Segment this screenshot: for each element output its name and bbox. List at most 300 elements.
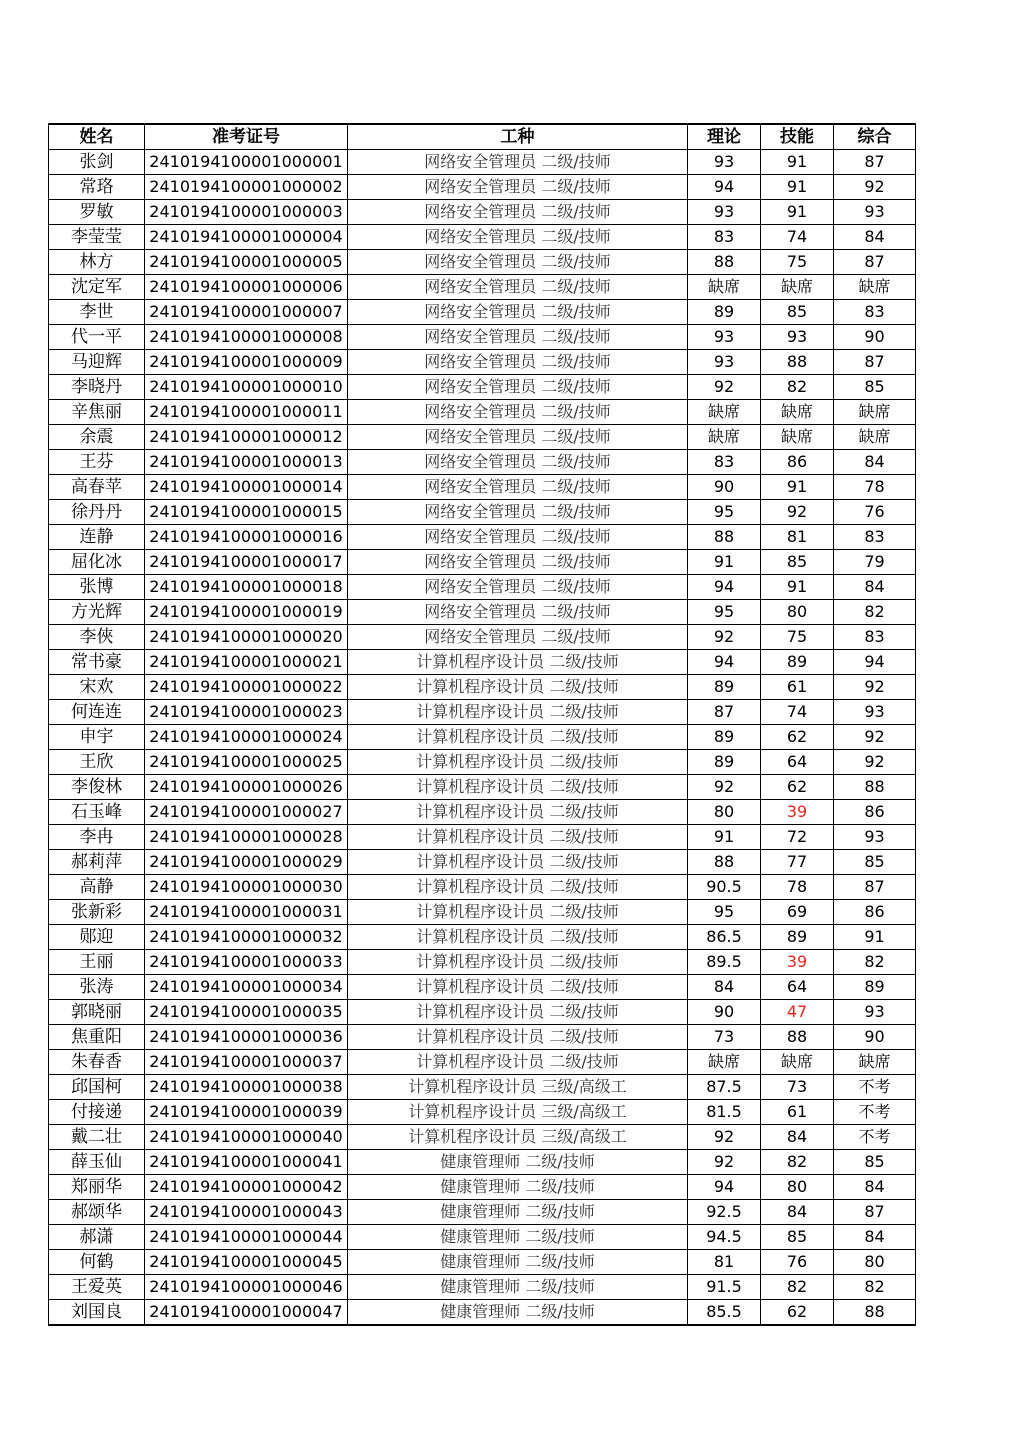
cell-name: 李世 (49, 300, 145, 325)
cell-job-type: 健康管理师 二级/技师 (348, 1300, 688, 1326)
cell-exam-id: 2410194100001000027 (145, 800, 348, 825)
cell-theory-score: 88 (688, 850, 761, 875)
table-body (49, 150, 916, 1326)
cell-name: 林方 (49, 250, 145, 275)
cell-name: 郧迎 (49, 925, 145, 950)
cell-exam-id: 2410194100001000017 (145, 550, 348, 575)
cell-exam-id: 2410194100001000040 (145, 1125, 348, 1150)
cell-exam-id: 2410194100001000021 (145, 650, 348, 675)
cell-total-score: 79 (834, 550, 916, 575)
cell-name: 连静 (49, 525, 145, 550)
cell-skill-score: 61 (761, 1100, 834, 1125)
cell-theory-score: 89 (688, 750, 761, 775)
cell-job-type: 网络安全管理员 二级/技师 (348, 450, 688, 475)
cell-total-score: 92 (834, 675, 916, 700)
cell-skill-score: 80 (761, 600, 834, 625)
cell-exam-id: 2410194100001000029 (145, 850, 348, 875)
cell-job-type: 网络安全管理员 二级/技师 (348, 525, 688, 550)
cell-total-score: 87 (834, 350, 916, 375)
cell-theory-score: 92 (688, 375, 761, 400)
cell-name: 张剑 (49, 150, 145, 175)
cell-theory-score: 92 (688, 1125, 761, 1150)
cell-total-score: 92 (834, 725, 916, 750)
cell-theory-score: 92.5 (688, 1200, 761, 1225)
header-id: 准考证号 (145, 124, 348, 150)
cell-exam-id: 2410194100001000018 (145, 575, 348, 600)
cell-exam-id: 2410194100001000010 (145, 375, 348, 400)
cell-skill-score: 89 (761, 650, 834, 675)
cell-exam-id: 2410194100001000020 (145, 625, 348, 650)
cell-job-type: 计算机程序设计员 二级/技师 (348, 850, 688, 875)
cell-total-score: 缺席 (834, 425, 916, 450)
cell-job-type: 网络安全管理员 二级/技师 (348, 250, 688, 275)
cell-total-score: 87 (834, 1200, 916, 1225)
cell-job-type: 网络安全管理员 二级/技师 (348, 350, 688, 375)
cell-skill-score: 75 (761, 250, 834, 275)
cell-theory-score: 89 (688, 725, 761, 750)
cell-total-score: 86 (834, 900, 916, 925)
cell-name: 何连连 (49, 700, 145, 725)
cell-skill-score: 93 (761, 325, 834, 350)
cell-total-score: 82 (834, 1275, 916, 1300)
cell-job-type: 计算机程序设计员 二级/技师 (348, 800, 688, 825)
cell-job-type: 计算机程序设计员 三级/高级工 (348, 1100, 688, 1125)
cell-name: 焦重阳 (49, 1025, 145, 1050)
cell-total-score: 85 (834, 1150, 916, 1175)
cell-total-score: 93 (834, 200, 916, 225)
cell-skill-score: 75 (761, 625, 834, 650)
cell-job-type: 计算机程序设计员 二级/技师 (348, 875, 688, 900)
cell-theory-score: 86.5 (688, 925, 761, 950)
cell-total-score: 93 (834, 700, 916, 725)
table-row (49, 800, 916, 825)
cell-skill-score: 85 (761, 1225, 834, 1250)
cell-name: 郝莉萍 (49, 850, 145, 875)
cell-name: 郝颂华 (49, 1200, 145, 1225)
table-row (49, 300, 916, 325)
cell-theory-score: 缺席 (688, 275, 761, 300)
table-row (49, 475, 916, 500)
cell-total-score: 91 (834, 925, 916, 950)
cell-skill-score: 缺席 (761, 275, 834, 300)
cell-exam-id: 2410194100001000006 (145, 275, 348, 300)
cell-theory-score: 93 (688, 150, 761, 175)
cell-theory-score: 87.5 (688, 1075, 761, 1100)
cell-theory-score: 缺席 (688, 425, 761, 450)
cell-total-score: 93 (834, 825, 916, 850)
header-type: 工种 (348, 124, 688, 150)
cell-name: 郭晓丽 (49, 1000, 145, 1025)
cell-job-type: 网络安全管理员 二级/技师 (348, 550, 688, 575)
cell-job-type: 计算机程序设计员 二级/技师 (348, 975, 688, 1000)
cell-skill-score: 91 (761, 175, 834, 200)
cell-name: 罗敏 (49, 200, 145, 225)
cell-job-type: 计算机程序设计员 三级/高级工 (348, 1125, 688, 1150)
cell-skill-score: 78 (761, 875, 834, 900)
header-skill: 技能 (761, 124, 834, 150)
cell-exam-id: 2410194100001000015 (145, 500, 348, 525)
cell-theory-score: 90 (688, 1000, 761, 1025)
table-row (49, 1200, 916, 1225)
cell-theory-score: 88 (688, 250, 761, 275)
cell-skill-score: 72 (761, 825, 834, 850)
cell-total-score: 不考 (834, 1100, 916, 1125)
cell-name: 徐丹丹 (49, 500, 145, 525)
table-row (49, 150, 916, 175)
cell-theory-score: 84 (688, 975, 761, 1000)
cell-total-score: 80 (834, 1250, 916, 1275)
cell-name: 邱国柯 (49, 1075, 145, 1100)
cell-total-score: 87 (834, 250, 916, 275)
table-row (49, 425, 916, 450)
cell-theory-score: 92 (688, 775, 761, 800)
cell-name: 何鹤 (49, 1250, 145, 1275)
cell-theory-score: 90 (688, 475, 761, 500)
table-row (49, 1025, 916, 1050)
cell-skill-score: 64 (761, 975, 834, 1000)
table-row (49, 775, 916, 800)
table-row (49, 700, 916, 725)
cell-exam-id: 2410194100001000025 (145, 750, 348, 775)
cell-theory-score: 94.5 (688, 1225, 761, 1250)
cell-total-score: 87 (834, 150, 916, 175)
cell-theory-score: 93 (688, 325, 761, 350)
cell-total-score: 76 (834, 500, 916, 525)
cell-exam-id: 2410194100001000037 (145, 1050, 348, 1075)
cell-name: 李晓丹 (49, 375, 145, 400)
cell-theory-score: 91 (688, 550, 761, 575)
cell-skill-score: 91 (761, 200, 834, 225)
cell-skill-score: 82 (761, 1150, 834, 1175)
table-row (49, 750, 916, 775)
cell-name: 李俊林 (49, 775, 145, 800)
table-row (49, 450, 916, 475)
cell-exam-id: 2410194100001000009 (145, 350, 348, 375)
table-row (49, 925, 916, 950)
table-row (49, 1075, 916, 1100)
cell-theory-score: 87 (688, 700, 761, 725)
cell-exam-id: 2410194100001000036 (145, 1025, 348, 1050)
cell-job-type: 网络安全管理员 二级/技师 (348, 275, 688, 300)
table-row (49, 225, 916, 250)
cell-exam-id: 2410194100001000033 (145, 950, 348, 975)
cell-exam-id: 2410194100001000004 (145, 225, 348, 250)
cell-job-type: 健康管理师 二级/技师 (348, 1200, 688, 1225)
cell-exam-id: 2410194100001000014 (145, 475, 348, 500)
cell-total-score: 82 (834, 950, 916, 975)
table-row (49, 1250, 916, 1275)
cell-skill-score: 缺席 (761, 1050, 834, 1075)
cell-name: 张博 (49, 575, 145, 600)
cell-exam-id: 2410194100001000043 (145, 1200, 348, 1225)
cell-theory-score: 95 (688, 500, 761, 525)
cell-exam-id: 2410194100001000001 (145, 150, 348, 175)
cell-job-type: 计算机程序设计员 二级/技师 (348, 825, 688, 850)
cell-exam-id: 2410194100001000028 (145, 825, 348, 850)
table-row (49, 625, 916, 650)
table-row (49, 1125, 916, 1150)
cell-exam-id: 2410194100001000026 (145, 775, 348, 800)
cell-exam-id: 2410194100001000041 (145, 1150, 348, 1175)
table-row (49, 1300, 916, 1326)
cell-skill-score: 89 (761, 925, 834, 950)
cell-job-type: 网络安全管理员 二级/技师 (348, 300, 688, 325)
table-row (49, 350, 916, 375)
table-row (49, 1050, 916, 1075)
cell-total-score: 83 (834, 300, 916, 325)
table-row (49, 550, 916, 575)
cell-skill-score: 92 (761, 500, 834, 525)
cell-skill-score: 88 (761, 350, 834, 375)
cell-exam-id: 2410194100001000007 (145, 300, 348, 325)
table-row (49, 575, 916, 600)
cell-total-score: 84 (834, 1225, 916, 1250)
cell-job-type: 计算机程序设计员 二级/技师 (348, 725, 688, 750)
cell-skill-score: 86 (761, 450, 834, 475)
cell-name: 代一平 (49, 325, 145, 350)
cell-theory-score: 89 (688, 300, 761, 325)
cell-name: 薛玉仙 (49, 1150, 145, 1175)
cell-total-score: 89 (834, 975, 916, 1000)
cell-skill-score: 81 (761, 525, 834, 550)
cell-skill-score: 91 (761, 150, 834, 175)
cell-name: 宋欢 (49, 675, 145, 700)
cell-job-type: 健康管理师 二级/技师 (348, 1275, 688, 1300)
cell-skill-score: 39 (761, 800, 834, 825)
cell-name: 郝潇 (49, 1225, 145, 1250)
cell-skill-score: 39 (761, 950, 834, 975)
header-name: 姓名 (49, 124, 145, 150)
cell-skill-score: 64 (761, 750, 834, 775)
cell-skill-score: 84 (761, 1200, 834, 1225)
cell-theory-score: 93 (688, 350, 761, 375)
cell-name: 申宇 (49, 725, 145, 750)
cell-job-type: 计算机程序设计员 二级/技师 (348, 700, 688, 725)
table-row (49, 900, 916, 925)
cell-theory-score: 93 (688, 200, 761, 225)
cell-total-score: 93 (834, 1000, 916, 1025)
cell-skill-score: 缺席 (761, 425, 834, 450)
cell-total-score: 缺席 (834, 275, 916, 300)
cell-exam-id: 2410194100001000019 (145, 600, 348, 625)
cell-total-score: 92 (834, 175, 916, 200)
cell-exam-id: 2410194100001000042 (145, 1175, 348, 1200)
cell-theory-score: 83 (688, 450, 761, 475)
cell-total-score: 84 (834, 575, 916, 600)
cell-job-type: 网络安全管理员 二级/技师 (348, 325, 688, 350)
cell-total-score: 83 (834, 625, 916, 650)
cell-job-type: 健康管理师 二级/技师 (348, 1250, 688, 1275)
cell-name: 李俠 (49, 625, 145, 650)
cell-total-score: 78 (834, 475, 916, 500)
cell-exam-id: 2410194100001000013 (145, 450, 348, 475)
cell-total-score: 缺席 (834, 1050, 916, 1075)
cell-skill-score: 74 (761, 700, 834, 725)
header-theory: 理论 (688, 124, 761, 150)
cell-name: 余震 (49, 425, 145, 450)
cell-total-score: 84 (834, 450, 916, 475)
cell-exam-id: 2410194100001000031 (145, 900, 348, 925)
cell-name: 常珞 (49, 175, 145, 200)
cell-total-score: 87 (834, 875, 916, 900)
cell-job-type: 健康管理师 二级/技师 (348, 1150, 688, 1175)
cell-skill-score: 77 (761, 850, 834, 875)
cell-job-type: 网络安全管理员 二级/技师 (348, 600, 688, 625)
cell-theory-score: 91.5 (688, 1275, 761, 1300)
cell-name: 王爱英 (49, 1275, 145, 1300)
cell-skill-score: 47 (761, 1000, 834, 1025)
cell-total-score: 83 (834, 525, 916, 550)
table-row (49, 400, 916, 425)
cell-theory-score: 92 (688, 1150, 761, 1175)
cell-skill-score: 62 (761, 725, 834, 750)
cell-job-type: 计算机程序设计员 二级/技师 (348, 1050, 688, 1075)
cell-theory-score: 90.5 (688, 875, 761, 900)
cell-name: 王芬 (49, 450, 145, 475)
cell-total-score: 90 (834, 1025, 916, 1050)
cell-theory-score: 缺席 (688, 1050, 761, 1075)
cell-exam-id: 2410194100001000045 (145, 1250, 348, 1275)
table-row (49, 825, 916, 850)
table-row (49, 175, 916, 200)
cell-job-type: 计算机程序设计员 三级/高级工 (348, 1075, 688, 1100)
cell-skill-score: 62 (761, 775, 834, 800)
cell-job-type: 网络安全管理员 二级/技师 (348, 225, 688, 250)
cell-theory-score: 95 (688, 600, 761, 625)
cell-total-score: 84 (834, 225, 916, 250)
cell-theory-score: 81 (688, 1250, 761, 1275)
cell-name: 李冉 (49, 825, 145, 850)
table-row (49, 250, 916, 275)
table-row (49, 1150, 916, 1175)
cell-exam-id: 2410194100001000035 (145, 1000, 348, 1025)
cell-skill-score: 76 (761, 1250, 834, 1275)
table-row (49, 275, 916, 300)
table-row (49, 675, 916, 700)
cell-job-type: 网络安全管理员 二级/技师 (348, 200, 688, 225)
table-row (49, 725, 916, 750)
cell-exam-id: 2410194100001000030 (145, 875, 348, 900)
cell-name: 王欣 (49, 750, 145, 775)
table-row (49, 525, 916, 550)
cell-name: 付接递 (49, 1100, 145, 1125)
cell-name: 郑丽华 (49, 1175, 145, 1200)
cell-theory-score: 85.5 (688, 1300, 761, 1326)
cell-skill-score: 85 (761, 550, 834, 575)
table-row (49, 500, 916, 525)
cell-total-score: 84 (834, 1175, 916, 1200)
cell-exam-id: 2410194100001000008 (145, 325, 348, 350)
header-total: 综合 (834, 124, 916, 150)
cell-exam-id: 2410194100001000016 (145, 525, 348, 550)
cell-exam-id: 2410194100001000011 (145, 400, 348, 425)
cell-exam-id: 2410194100001000032 (145, 925, 348, 950)
cell-total-score: 缺席 (834, 400, 916, 425)
cell-job-type: 计算机程序设计员 二级/技师 (348, 675, 688, 700)
cell-theory-score: 94 (688, 1175, 761, 1200)
cell-theory-score: 缺席 (688, 400, 761, 425)
cell-name: 张新彩 (49, 900, 145, 925)
cell-theory-score: 95 (688, 900, 761, 925)
cell-name: 戴二壮 (49, 1125, 145, 1150)
cell-skill-score: 85 (761, 300, 834, 325)
cell-job-type: 计算机程序设计员 二级/技师 (348, 900, 688, 925)
cell-job-type: 网络安全管理员 二级/技师 (348, 500, 688, 525)
cell-job-type: 网络安全管理员 二级/技师 (348, 175, 688, 200)
cell-job-type: 计算机程序设计员 二级/技师 (348, 750, 688, 775)
cell-exam-id: 2410194100001000024 (145, 725, 348, 750)
cell-exam-id: 2410194100001000023 (145, 700, 348, 725)
cell-theory-score: 94 (688, 175, 761, 200)
cell-theory-score: 73 (688, 1025, 761, 1050)
cell-total-score: 不考 (834, 1075, 916, 1100)
cell-exam-id: 2410194100001000003 (145, 200, 348, 225)
cell-name: 石玉峰 (49, 800, 145, 825)
table-row (49, 950, 916, 975)
table-row (49, 200, 916, 225)
cell-exam-id: 2410194100001000022 (145, 675, 348, 700)
table-row (49, 325, 916, 350)
cell-name: 朱春香 (49, 1050, 145, 1075)
cell-theory-score: 81.5 (688, 1100, 761, 1125)
cell-skill-score: 82 (761, 1275, 834, 1300)
table-row (49, 375, 916, 400)
cell-total-score: 不考 (834, 1125, 916, 1150)
cell-skill-score: 74 (761, 225, 834, 250)
cell-name: 刘国良 (49, 1300, 145, 1326)
table-row (49, 1175, 916, 1200)
cell-total-score: 90 (834, 325, 916, 350)
cell-job-type: 网络安全管理员 二级/技师 (348, 425, 688, 450)
cell-name: 屈化冰 (49, 550, 145, 575)
cell-exam-id: 2410194100001000047 (145, 1300, 348, 1326)
table-row (49, 1225, 916, 1250)
table-row (49, 875, 916, 900)
cell-name: 高静 (49, 875, 145, 900)
table-row (49, 650, 916, 675)
table-row (49, 1000, 916, 1025)
cell-name: 李莹莹 (49, 225, 145, 250)
cell-skill-score: 73 (761, 1075, 834, 1100)
cell-name: 王丽 (49, 950, 145, 975)
cell-name: 沈定军 (49, 275, 145, 300)
cell-job-type: 计算机程序设计员 二级/技师 (348, 1000, 688, 1025)
table-row (49, 1100, 916, 1125)
cell-name: 方光辉 (49, 600, 145, 625)
cell-exam-id: 2410194100001000038 (145, 1075, 348, 1100)
cell-skill-score: 88 (761, 1025, 834, 1050)
cell-skill-score: 80 (761, 1175, 834, 1200)
cell-exam-id: 2410194100001000039 (145, 1100, 348, 1125)
table-row (49, 850, 916, 875)
cell-theory-score: 89 (688, 675, 761, 700)
cell-job-type: 网络安全管理员 二级/技师 (348, 150, 688, 175)
cell-job-type: 计算机程序设计员 二级/技师 (348, 925, 688, 950)
cell-theory-score: 92 (688, 625, 761, 650)
cell-total-score: 88 (834, 775, 916, 800)
cell-theory-score: 89.5 (688, 950, 761, 975)
cell-name: 常书豪 (49, 650, 145, 675)
cell-total-score: 85 (834, 850, 916, 875)
cell-total-score: 82 (834, 600, 916, 625)
cell-job-type: 网络安全管理员 二级/技师 (348, 400, 688, 425)
cell-total-score: 88 (834, 1300, 916, 1326)
cell-exam-id: 2410194100001000012 (145, 425, 348, 450)
score-table (48, 123, 916, 1326)
cell-total-score: 94 (834, 650, 916, 675)
cell-job-type: 网络安全管理员 二级/技师 (348, 625, 688, 650)
cell-theory-score: 94 (688, 650, 761, 675)
